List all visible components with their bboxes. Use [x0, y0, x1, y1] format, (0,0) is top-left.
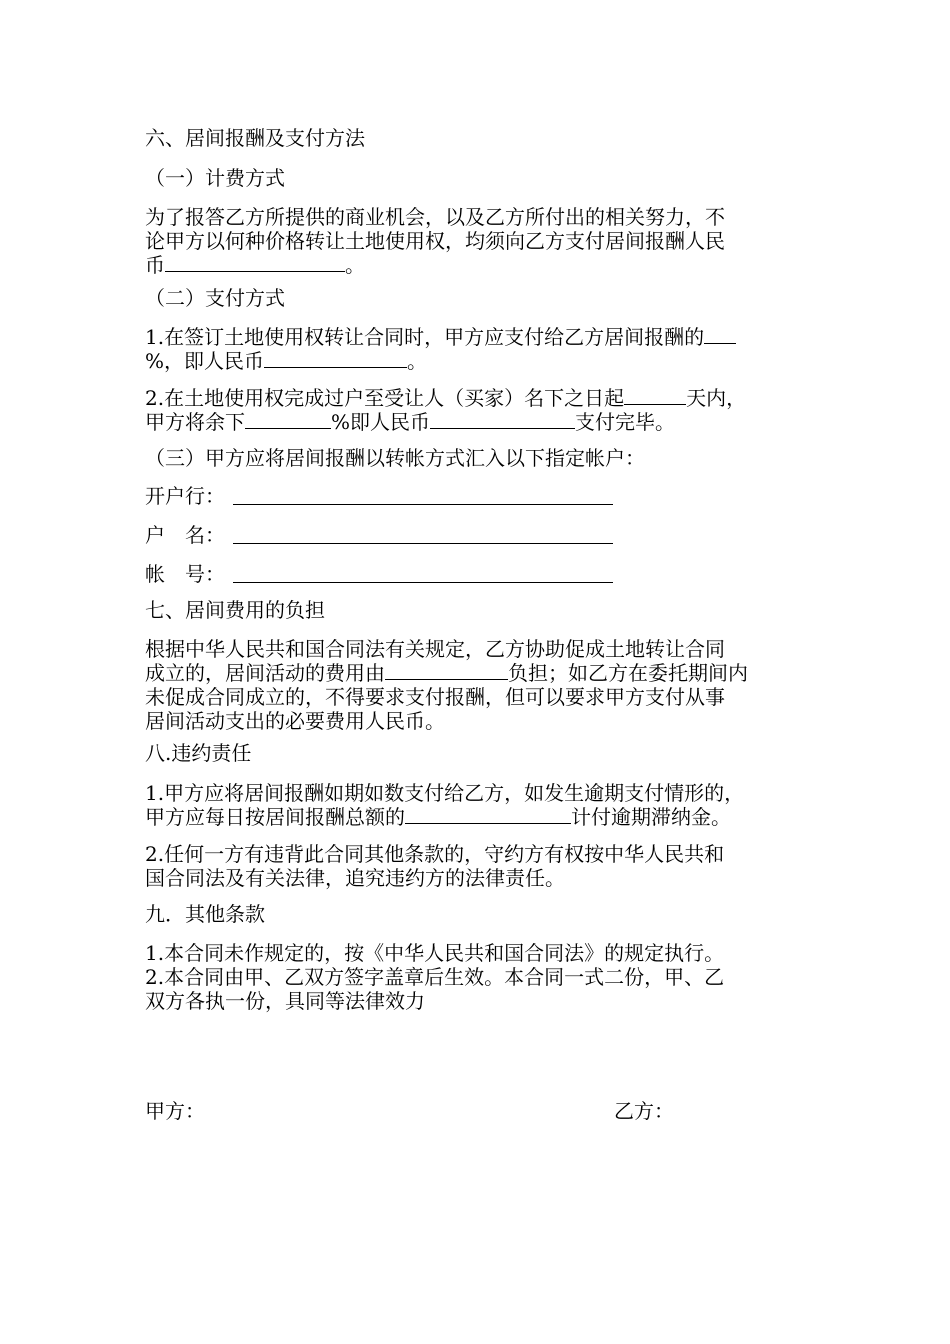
subsection-payment-method: （二）支付方式 — [145, 286, 285, 310]
expense-line-2: 成立的，居间活动的费用由 负担；如乙方在委托期间内 — [145, 661, 748, 685]
rmb-amount-blank — [264, 349, 407, 368]
payment-item-1-line-2: %，即人民币 。 — [145, 349, 428, 373]
liability-item-2-line-1: 2.任何一方有违背此合同其他条款的，守约方有权按中华人民共和 — [145, 842, 725, 866]
subsection-bank-account: （三）甲方应将居间报酬以转帐方式汇入以下指定帐户： — [145, 446, 645, 470]
other-terms-line-1: 1.本合同未作规定的，按《中华人民共和国合同法》的规定执行。 — [145, 941, 725, 965]
fee-paragraph-line-3: 币 。 — [145, 253, 365, 277]
payment-item-2-line-2: 甲方将余下 %即人民币 支付完毕。 — [145, 410, 676, 434]
account-number-blank — [233, 582, 613, 583]
days-blank — [624, 386, 686, 405]
section-8-heading: 八.违约责任 — [145, 741, 252, 765]
payment-item-1-line-1: 1.在签订土地使用权转让合同时，甲方应支付给乙方居间报酬的 — [145, 325, 736, 349]
section-7-heading: 七、居间费用的负担 — [145, 598, 325, 622]
account-name-blank — [233, 543, 613, 544]
remaining-percent-blank — [245, 410, 331, 429]
percent-blank — [704, 325, 736, 344]
account-name-label: 户 名： — [145, 523, 225, 547]
bank-label: 开户行： — [145, 484, 225, 508]
other-terms-line-2: 2.本合同由甲、乙双方签字盖章后生效。本合同一式二份，甲、乙 — [145, 965, 725, 989]
subsection-fee-method: （一）计费方式 — [145, 166, 285, 190]
liability-item-1-line-2: 甲方应每日按居间报酬总额的 计付逾期滞纳金。 — [145, 805, 731, 829]
fee-paragraph-line-2: 论甲方以何种价格转让土地使用权，均须向乙方支付居间报酬人民 — [145, 229, 725, 253]
fee-amount-blank — [165, 253, 345, 272]
bank-blank — [233, 504, 613, 505]
expense-bearer-blank — [385, 661, 508, 680]
payment-item-2-line-1: 2.在土地使用权完成过户至受让人（买家）名下之日起 天内， — [145, 386, 747, 410]
account-number-label: 帐 号： — [145, 562, 225, 586]
party-a-signature-label: 甲方： — [145, 1099, 205, 1123]
remaining-amount-blank — [430, 410, 575, 429]
section-9-heading: 九．其他条款 — [145, 902, 265, 926]
fee-paragraph-line-1: 为了报答乙方所提供的商业机会，以及乙方所付出的相关努力，不 — [145, 205, 725, 229]
other-terms-line-3: 双方各执一份，具同等法律效力 — [145, 989, 425, 1013]
liability-item-2-line-2: 国合同法及有关法律，追究违约方的法律责任。 — [145, 866, 565, 890]
party-b-signature-label: 乙方： — [614, 1099, 674, 1123]
liability-item-1-line-1: 1.甲方应将居间报酬如期如数支付给乙方，如发生逾期支付情形的， — [145, 781, 745, 805]
expense-line-3: 未促成合同成立的，不得要求支付报酬，但可以要求甲方支付从事 — [145, 685, 725, 709]
expense-line-1: 根据中华人民共和国合同法有关规定，乙方协助促成土地转让合同 — [145, 637, 725, 661]
late-fee-rate-blank — [405, 805, 571, 824]
section-6-heading: 六、居间报酬及支付方法 — [145, 126, 365, 150]
expense-line-4: 居间活动支出的必要费用人民币。 — [145, 709, 445, 733]
